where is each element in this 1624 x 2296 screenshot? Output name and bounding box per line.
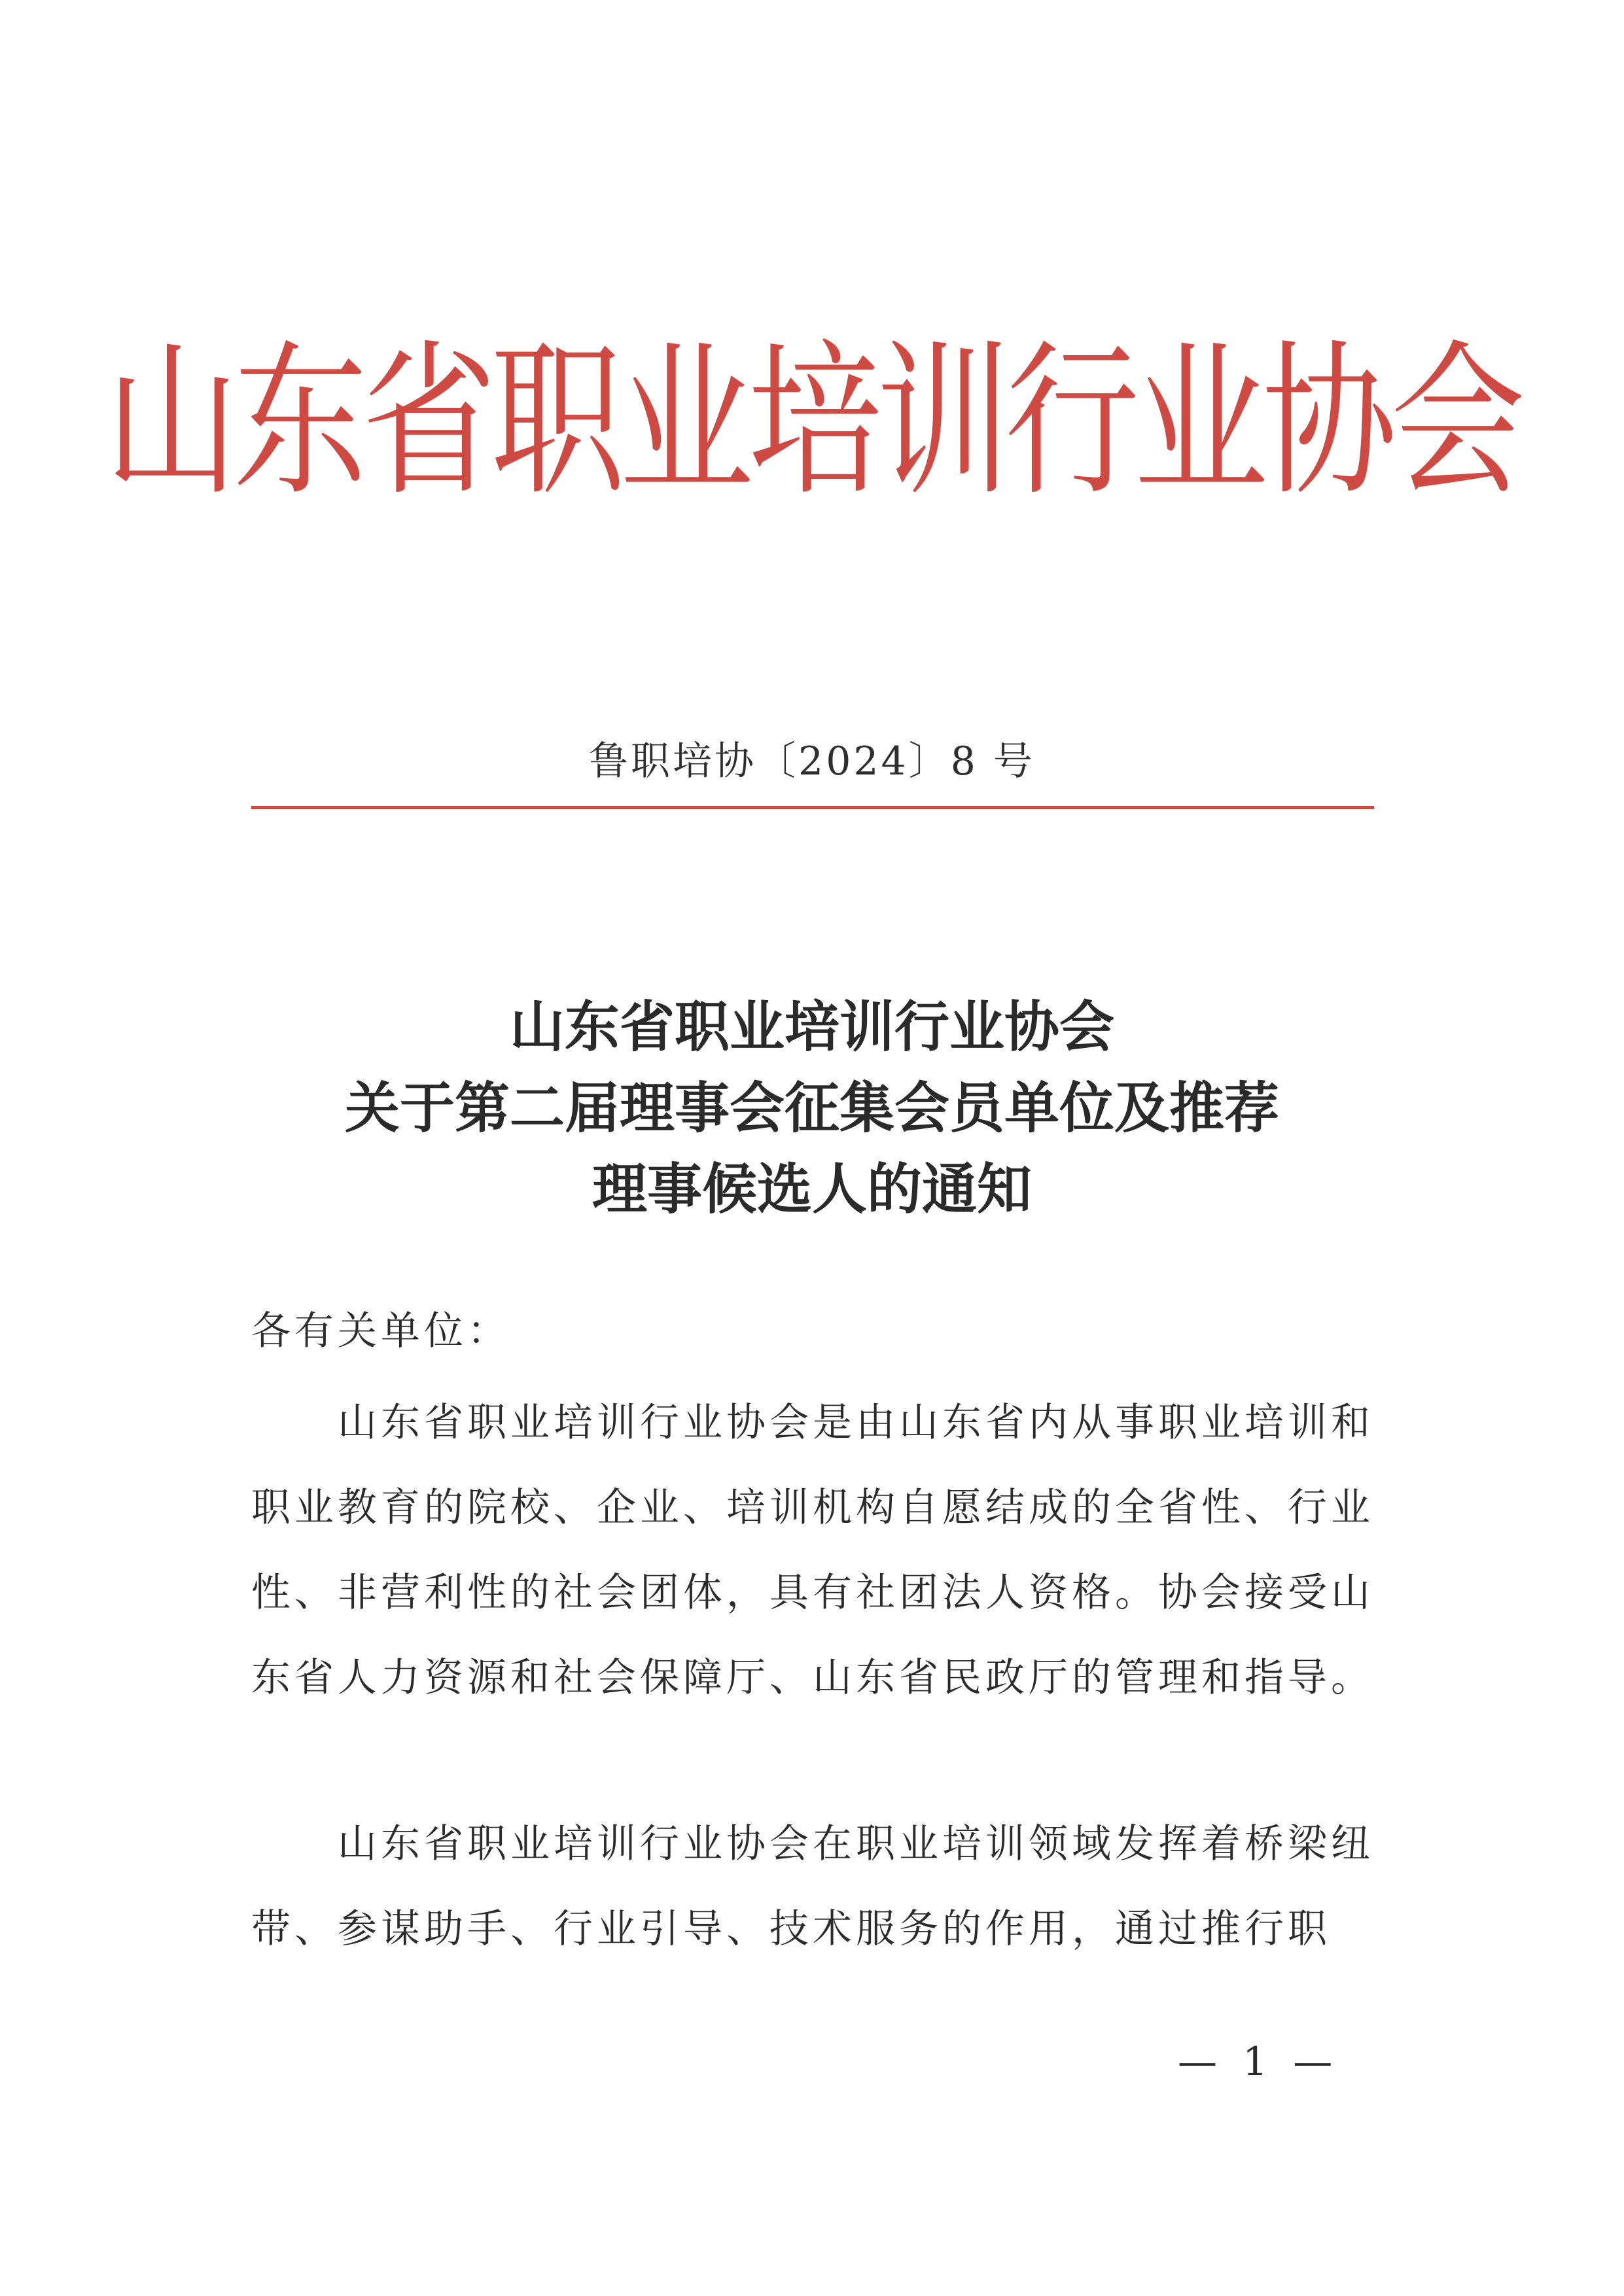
salutation: 各有关单位： [251, 1308, 510, 1354]
document-title [196, 986, 1428, 1230]
document-number: 鲁职培协〔2024〕8 号 [589, 739, 1035, 784]
red-divider-line [251, 806, 1374, 809]
page-number: — 1 — [1178, 2039, 1339, 2085]
body-paragraph-1: 山东省职业培训行业协会是由山东省内从事职业培训和职业教育的院校、企业、培训机构自愿结成的全省性、行业性、非营利性的社会团体，具有社团法人资格。协会接受山东省人力资源和社会保障厅、山东省民政厅的管理和指导。 [251, 1400, 1374, 1701]
title-line-3: 理事候选人的通知 [591, 1157, 1032, 1221]
org-masthead: 山东省职业培训行业协会 [104, 325, 1520, 519]
title-line-2: 关于第二届理事会征集会员单位及推荐 [344, 1075, 1279, 1140]
title-line-1: 山东省职业培训行业协会 [509, 994, 1114, 1059]
body-paragraph-2: 山东省职业培训行业协会在职业培训领域发挥着桥梁纽带、参谋助手、行业引导、技术服务的作用，通过推行职 [251, 1821, 1374, 1952]
